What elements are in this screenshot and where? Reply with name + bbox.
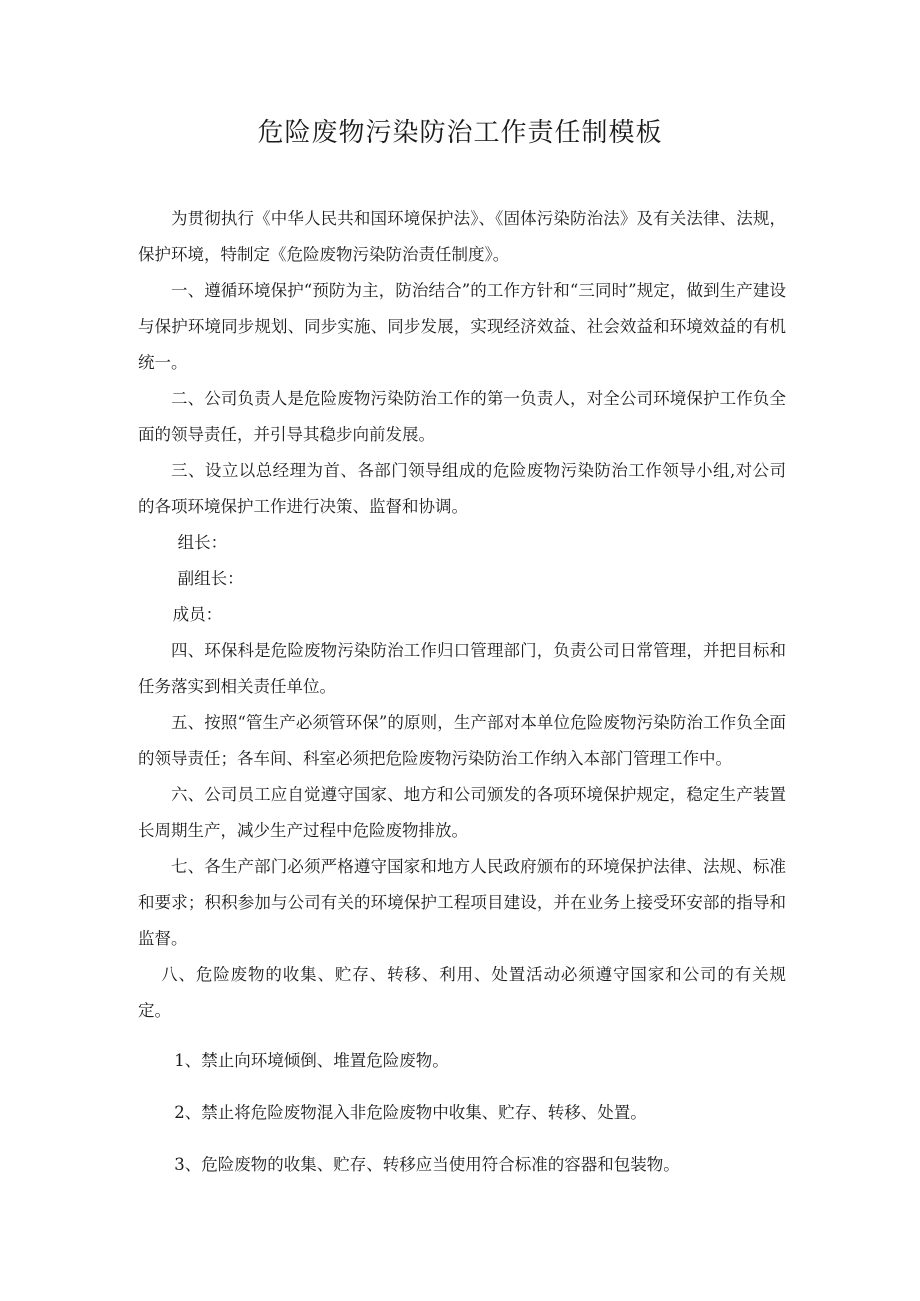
clause-5: 五、按照“管生产必须管环保”的原则，生产部对本单位危险废物污染防治工作负全面的领导责任；各车间、科室必须把危险废物污染防治工作纳入本部门管理工作中。	[138, 713, 786, 768]
clause-8: 八、危险废物的收集、贮存、转移、利用、处置活动必须遵守国家和公司的有关规定。	[138, 965, 786, 1020]
clause-3: 三、设立以总经理为首、各部门领导组成的危险废物污染防治工作领导小组,对公司的各项环境保护工作进行决策、监督和协调。	[138, 461, 786, 516]
intro-paragraph: 为贯彻执行《中华人民共和国环境保护法》、《固体污染防治法》及有关法律、法规，保护环境，特制定《危险废物污染防治责任制度》。	[138, 209, 786, 264]
clause-1: 一、遵循环境保护“预防为主，防治结合”的工作方针和“三同时”规定，做到生产建设与保护环境同步规划、同步实施、同步发展，实现经济效益、社会效益和环境效益的有机统一。	[138, 281, 786, 372]
sub-item-2: 2、禁止将危险废物混入非危险废物中收集、贮存、转移、处置。	[174, 1103, 647, 1122]
sub-item-3: 3、危险废物的收集、贮存、转移应当使用符合标准的容器和包装物。	[174, 1155, 680, 1174]
clause-4: 四、环保科是危险废物污染防治工作归口管理部门，负责公司日常管理，并把目标和任务落实到相关责任单位。	[138, 641, 786, 696]
members-line: 成员：	[172, 605, 223, 624]
clause-2: 二、公司负责人是危险废物污染防治工作的第一负责人，对全公司环境保护工作负全面的领导责任，并引导其稳步向前发展。	[138, 389, 786, 444]
document-body	[138, 201, 786, 1191]
clause-6: 六、公司员工应自觉遵守国家、地方和公司颁发的各项环境保护规定，稳定生产装置长周期生产，减少生产过程中危险废物排放。	[138, 785, 786, 840]
sub-item-1: 1、禁止向环境倾倒、堆置危险废物。	[174, 1051, 449, 1070]
document-title: 危险废物污染防治工作责任制模板	[257, 118, 663, 148]
clause-7: 七、各生产部门必须严格遵守国家和地方人民政府颁布的环境保护法律、法规、标准和要求；积积参加与公司有关的环境保护工程项目建设，并在业务上接受环安部的指导和监督。	[138, 857, 786, 948]
leader-line: 组长：	[177, 533, 228, 552]
deputy-leader-line: 副组长：	[177, 569, 244, 588]
